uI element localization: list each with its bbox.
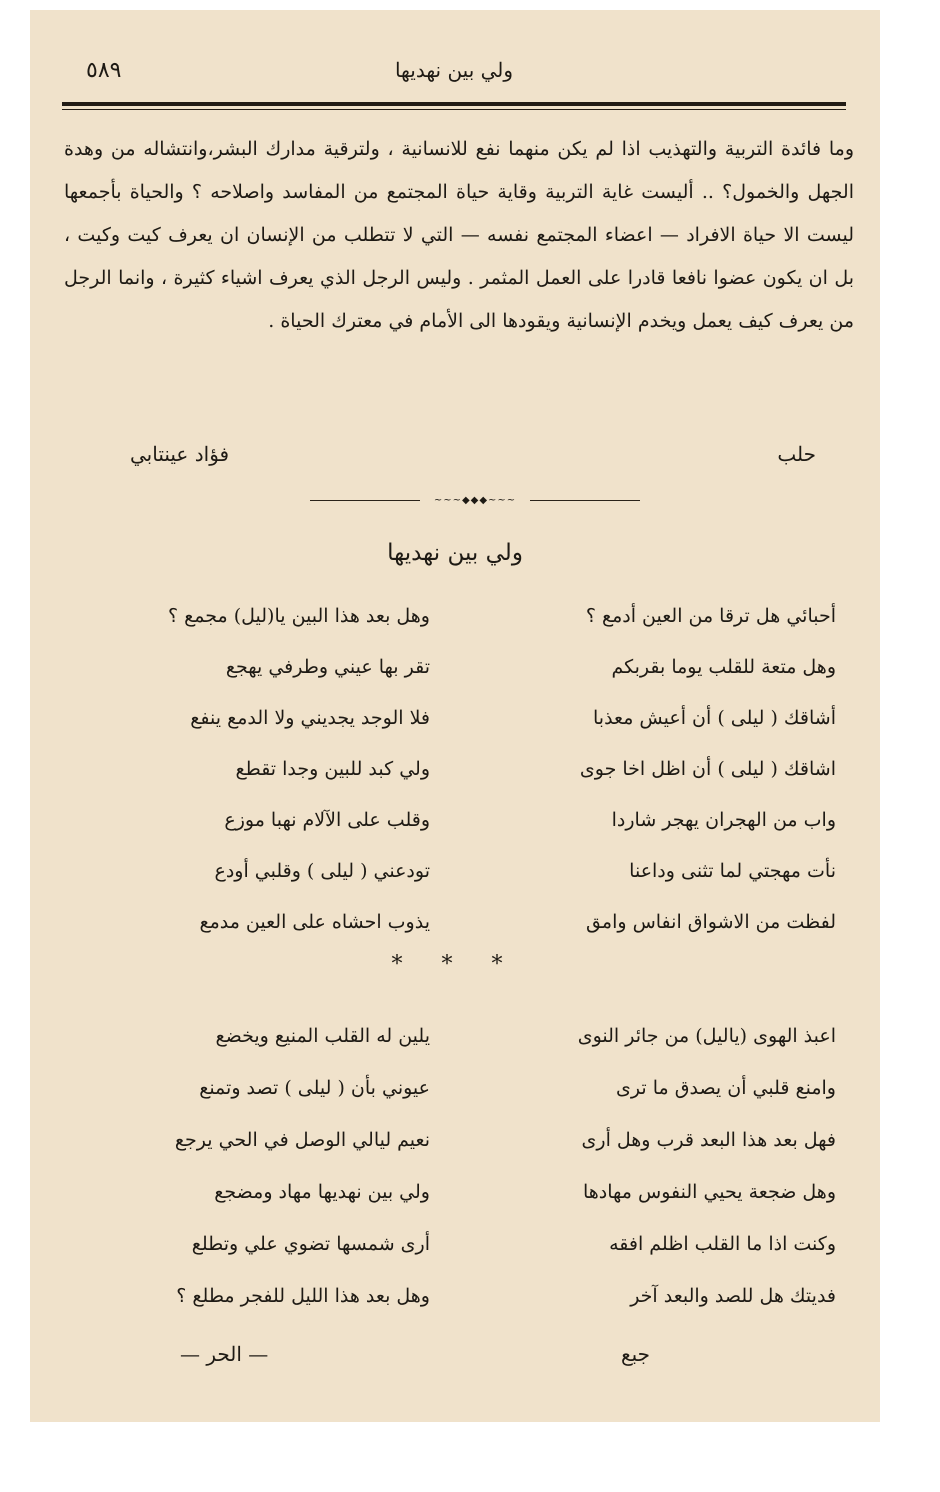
book-page [30,10,880,1422]
verse-first-hemistich: وامنع قلبي أن يصدق ما ترى [616,1077,836,1099]
ornament-divider [310,494,640,508]
poem-stanza-1 [100,596,836,953]
running-title: ولي بين نهديها [394,58,514,82]
verse-row [100,902,836,953]
article-paragraph [64,128,854,343]
header-rule-thin [62,109,846,110]
verse-first-hemistich: وهل ضجعة يحيي النفوس مهادها [582,1181,836,1203]
verse-second-hemistich: فلا الوجد يجديني ولا الدمع ينفع [190,707,430,729]
verse-second-hemistich: يذوب احشاه على العين مدمع [199,911,430,933]
verse-first-hemistich: واب من الهجران يهجر شاردا [611,809,836,831]
verse-row [100,800,836,851]
poem-author-place: جبع [620,1342,650,1366]
verse-row [100,698,836,749]
verse-second-hemistich: وقلب على الآلام نهبا موزع [224,809,430,831]
verse-second-hemistich: يلين له القلب المنيع ويخضع [215,1025,430,1047]
verse-first-hemistich: فهل بعد هذا البعد قرب وهل أرى [581,1129,836,1151]
verse-second-hemistich: تودعني ( ليلى ) وقلبي أودع [214,860,430,882]
verse-row [100,647,836,698]
verse-row [100,1120,836,1172]
verse-second-hemistich: ولي كبد للبين وجدا تقطع [235,758,430,780]
verse-first-hemistich: لفظت من الاشواق انفاس وامق [586,911,836,933]
verse-row [100,1172,836,1224]
verse-row [100,596,836,647]
verse-second-hemistich: نعيم ليالي الوصل في الحي يرجع [174,1129,430,1151]
verse-second-hemistich: أرى شمسها تضوي علي وتطلع [191,1233,430,1255]
article-text: وما فائدة التربية والتهذيب اذا لم يكن منهما نفع للانسانية ، ولترقية مدارك البشر،وانتشاله من وهدة الجهل والخمول؟ .. أليست غاية التربية وقاية حياة المجتمع من المفاسد واصلاحه ؟ والحياة بأجمعها ليست الا حياة الافراد — اعضاء المجتمع نفسه — التي لا تتطلب من الإنسان ان يعرف كيت وكيت ، بل ان يكون عضوا نافعا قادرا على العمل المثمر . وليس الرجل الذي يعرف اشياء كثيرة ، وانما الرجل من يعرف كيف يعمل ويخدم الإنسانية ويقودها الى الأمام في معترك الحياة . [64,138,854,332]
verse-second-hemistich: ولي بين نهديها مهاد ومضجع [214,1181,430,1203]
ornament-center: ~~~◆◆◆~~~ [420,495,530,507]
verse-first-hemistich: وهل متعة للقلب يوما بقربكم [611,656,836,678]
verse-first-hemistich: نأت مهجتي لما تثنى وداعنا [629,860,836,882]
poem-author-name: — الحر — [180,1342,269,1366]
verse-first-hemistich: وكنت اذا ما القلب اظلم افقه [609,1233,836,1255]
verse-first-hemistich: أحبائي هل ترقا من العين أدمع ؟ [585,605,836,627]
verse-row [100,851,836,902]
header-rule [62,102,846,106]
stanza-break-asterisks: * * * [391,952,519,977]
verse-first-hemistich: اعبذ الهوى (ياليل) من جائر النوى [577,1025,836,1047]
verse-second-hemistich: وهل بعد هذا الليل للفجر مطلع ؟ [176,1285,430,1307]
poem-signature [180,1342,730,1386]
verse-first-hemistich: أشاقك ( ليلى ) أن أعيش معذبا [593,707,836,729]
poem-stanza-2 [100,1016,836,1328]
verse-row [100,1224,836,1276]
signature-place: حلب [777,442,816,466]
verse-first-hemistich: فديتك هل للصد والبعد آخر [630,1285,836,1307]
verse-row [100,1068,836,1120]
verse-second-hemistich: وهل بعد هذا البين يا(ليل) مجمع ؟ [168,605,430,627]
poem-title: ولي بين نهديها [387,540,523,566]
page-header [62,48,846,100]
page-number: ٥٨٩ [86,58,122,83]
signature-name: فؤاد عينتابي [130,442,230,466]
verse-row [100,1276,836,1328]
verse-second-hemistich: عيوني بأن ( ليلى ) تصد وتمنع [199,1077,430,1099]
article-signature [130,442,816,482]
verse-second-hemistich: تقر بها عيني وطرفي يهجع [225,656,430,678]
verse-first-hemistich: اشاقك ( ليلى ) أن اظل اخا جوى [579,758,836,780]
verse-row [100,1016,836,1068]
verse-row [100,749,836,800]
